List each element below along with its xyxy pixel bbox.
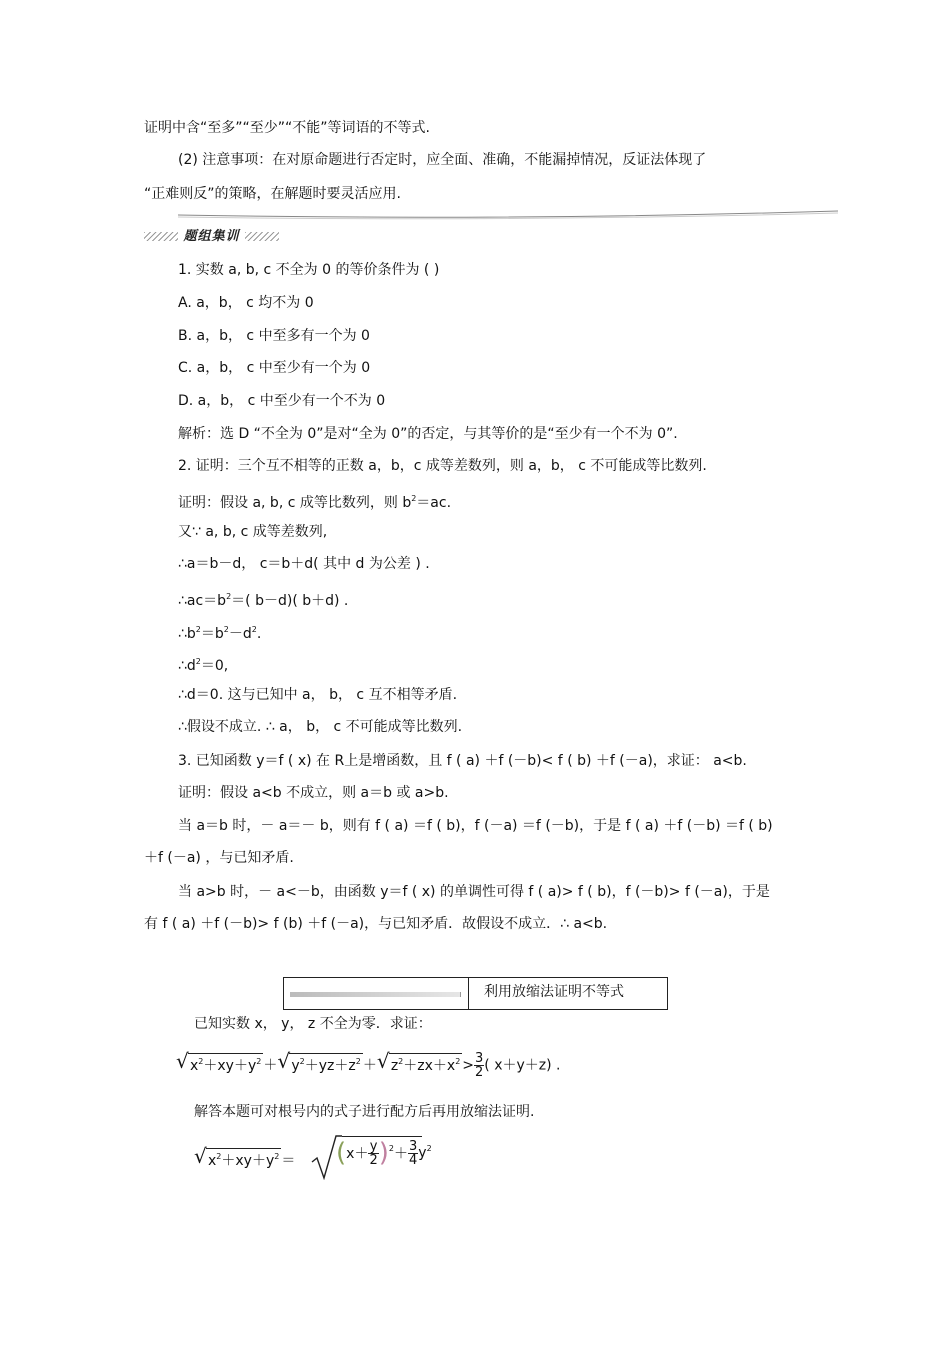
section-title-text: 题组集训: [183, 229, 240, 244]
q1-option-a: A. a，b， c 均不为 0: [178, 295, 314, 311]
q2-proof-4: $\therefore ac=b^2=$( b－d)( b＋d) .: [178, 592, 349, 609]
q2-proof-7: ∴d＝0. 这与已知中 a， b， c 互不相等矛盾.: [178, 687, 458, 703]
q3-proof-3: ＋f (－a) ，与已知矛盾.: [144, 850, 294, 866]
radical-left: √ $x^2+xy+y^2$: [194, 1144, 280, 1169]
q2-proof-5: $\therefore b^2=b^2-d^2$.: [178, 625, 262, 642]
radical-2: √ $y^2+yz+z^2$: [277, 1048, 361, 1074]
q3-stem: 3. 已知函数 y＝f ( x) 在 R上是增函数，且 f ( a) ＋f (－b)< f ( b) ＋f (－a)，求证： a<b.: [178, 753, 747, 769]
intro-line-3: “正难则反”的策略，在解题时要灵活应用.: [144, 186, 401, 202]
q2-proof-2: 又∵ a, b, c 成等差数列,: [178, 524, 328, 540]
q1-analysis: 解析：选 D “不全为 0”是对“全为 0”的否定，与其等价的是“至少有一个不为 0”.: [178, 426, 678, 442]
hatch-right-icon: [245, 232, 279, 241]
q1-option-c: C. a，b， c 中至少有一个为 0: [178, 360, 371, 376]
q2-proof-8: ∴假设不成立. ∴ a， b， c 不可能成等比数列.: [178, 719, 463, 735]
q2-proof-1: 证明：假设 a, b, c 成等比数列，则 $b^2=ac$.: [178, 494, 452, 511]
radical-3: √ $z^2+zx+x^2$: [376, 1048, 461, 1074]
q2-proof-6: $\therefore d^2=0$,: [178, 657, 229, 674]
q3-proof-2: 当 a＝b 时，－ a＝－ b，则有 f ( a) ＝f ( b)，f (－a) ＝f (－b)，于是 f ( a) ＋f (－b) ＝f ( b): [178, 818, 773, 834]
q3-proof-4: 当 a>b 时，－ a<－b，由函数 y＝f ( x) 的单调性可得 f ( a)> f ( b)，f (－b)> f (－a)，于是: [178, 884, 770, 900]
paren-right-icon: ): [378, 1138, 389, 1168]
topic-box-decoration: [284, 978, 469, 1009]
topic-box: [283, 977, 668, 1010]
fraction-three-quarters: $\frac{3}{4}$: [408, 1138, 418, 1168]
topic-box-bar: [290, 992, 461, 997]
paren-left-icon: (: [336, 1138, 347, 1168]
large-radical-bar: [342, 1136, 422, 1137]
radical-1: √ $x^2+xy+y^2$: [176, 1048, 262, 1074]
fraction-y-half: $\frac{y}{2}$: [369, 1138, 378, 1168]
hatch-left-icon: [144, 232, 178, 241]
example-hint: 解答本题可对根号内的式子进行配方后再用放缩法证明.: [194, 1104, 535, 1120]
q1-stem: 1. 实数 a, b, c 不全为 0 的等价条件为 ( ): [178, 262, 440, 278]
example-stem: 已知实数 x， y， z 不全为零．求证：: [194, 1016, 432, 1032]
intro-line-2: (2) 注意事项：在对原命题进行否定时，应全面、准确，不能漏掉情况，反证法体现了: [178, 152, 707, 168]
section-title: [144, 225, 279, 244]
example-equation-right: (x＋ $\frac{y}{2}$ )$^2$＋ $\frac{3}{4}$ $y^2$: [336, 1138, 432, 1168]
fraction-three-halves: $\frac{3}{2}$: [475, 1051, 484, 1080]
example-equation-left: √ $x^2+xy+y^2$ ＝: [194, 1144, 296, 1169]
q3-proof-1: 证明：假设 a<b 不成立，则 a＝b 或 a>b.: [178, 785, 449, 801]
example-inequality: √ $x^2+xy+y^2$ ＋ √ $y^2+yz+z^2$ ＋ √ $z^2+zx+x^2$ > $\frac{3}{2}$ ( x＋y＋z) .: [176, 1048, 561, 1080]
q2-proof-3: ∴a＝b－d， c＝b＋d( 其中 d 为公差 ) .: [178, 556, 430, 572]
intro-line-1: 证明中含“至多”“至少”“不能”等词语的不等式.: [144, 120, 430, 136]
q1-option-d: D. a，b， c 中至少有一个不为 0: [178, 393, 386, 409]
q2-stem: 2. 证明：三个互不相等的正数 a，b，c 成等差数列，则 a，b， c 不可能成等比数列.: [178, 458, 707, 474]
q1-option-b: B. a，b， c 中至多有一个为 0: [178, 328, 370, 344]
section-divider: [176, 205, 842, 221]
q3-proof-5: 有 f ( a) ＋f (－b)> f (b) ＋f (－a)，与已知矛盾．故假设不成立．∴ a<b.: [144, 916, 608, 932]
topic-box-title: 利用放缩法证明不等式: [484, 984, 624, 1000]
